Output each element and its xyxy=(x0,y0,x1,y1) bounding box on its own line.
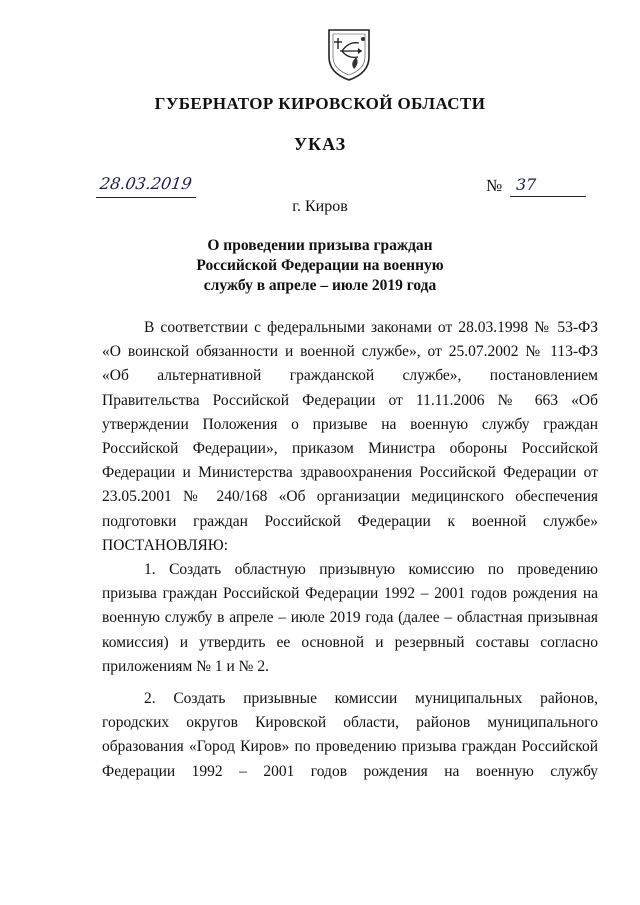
document-date: 28.03.2019 xyxy=(98,174,194,193)
coat-of-arms-icon xyxy=(326,27,372,83)
decree-word: ПОСТАНОВЛЯЮ: xyxy=(102,536,229,554)
title-line-2: Российской Федерации на военную xyxy=(196,257,444,274)
document-number-field xyxy=(486,176,596,198)
document-title xyxy=(0,236,640,296)
document-type: УКАЗ xyxy=(293,134,347,154)
title-line-3: службу в апреле – июле 2019 года xyxy=(203,277,437,294)
item-1-paragraph: 1. Создать областную призывную комиссию по проведению призыва граждан Российской Федерации 1992 – 2001 годов рождения на военную службу в апреле – июле 2019 года (далее – областная призывная комиссия) и утвердить ее основной и резервный составы согласно приложениям № 1 и № 2. xyxy=(102,561,598,675)
preamble-paragraph: В соответствии с федеральными законами от 28.03.1998 № 53-ФЗ «О воинской обязанности и военной службе», от 25.07.2002 № 113-ФЗ «Об альтернативной гражданской службе», постановлением Правительства Российской Федерации от 11.11.2006 № 663 «Об утверждении Положения о призыве на военную службу граждан Российской Федерации», приказом Министра обороны Российской Федерации и Министерства здравоохранения Российской Федерации от 23.05.2001 № 240/168 «Об организации медицинского обеспечения подготовки граждан Российской Федерации к военной службе» xyxy=(102,319,598,530)
document-body xyxy=(102,316,598,784)
issuing-authority: ГУБЕРНАТОР КИРОВСКОЙ ОБЛАСТИ xyxy=(154,94,486,113)
document-date-field xyxy=(96,173,196,198)
title-line-1: О проведении призыва граждан xyxy=(207,237,433,254)
number-sign: № xyxy=(486,176,503,195)
document-number: 37 xyxy=(516,175,537,194)
number-underline xyxy=(510,176,586,197)
city-name: г. Киров xyxy=(292,198,348,215)
item-2-paragraph: 2. Создать призывные комиссии муниципальных районов, городских округов Кировской области, районов муниципального образования «Город Киров» по проведению призыва граждан Российской Федерации 1992 – 2001 годов рождения на военную службу xyxy=(102,690,598,780)
